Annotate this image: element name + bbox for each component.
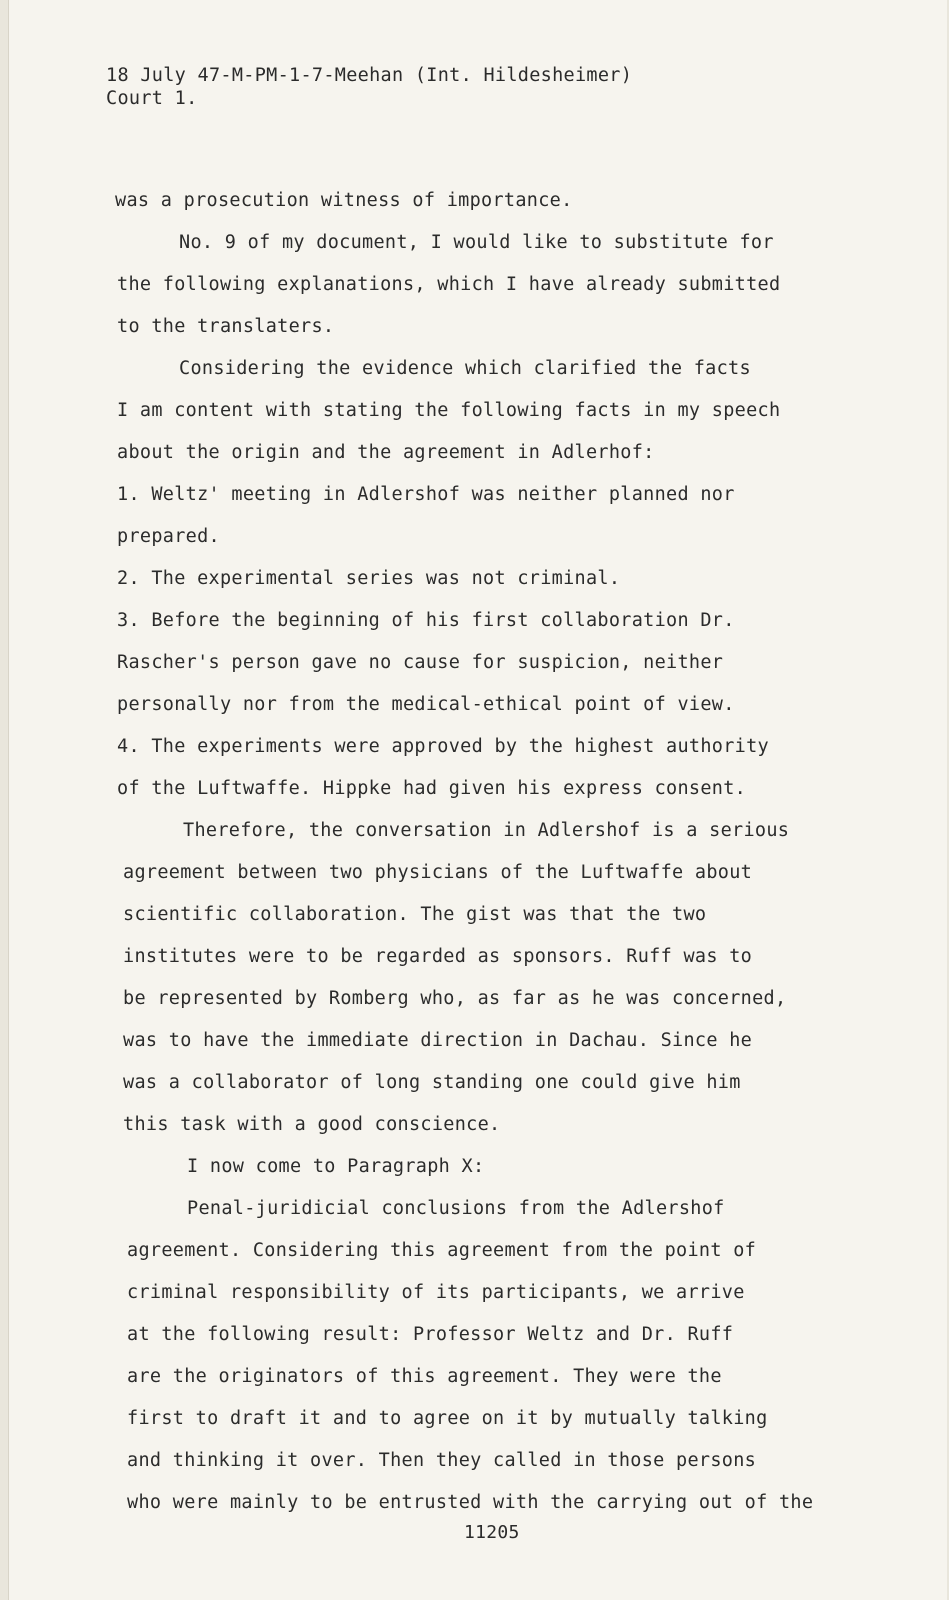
document-header bbox=[106, 64, 632, 110]
text-line: 3. Before the beginning of his first collaboration Dr. bbox=[117, 610, 735, 631]
text-line: agreement. Considering this agreement from the point of bbox=[127, 1240, 757, 1261]
text-line: Penal-juridicial conclusions from the Adlershof bbox=[187, 1198, 725, 1219]
text-line: agreement between two physicians of the Luftwaffe about bbox=[123, 862, 753, 883]
text-line: of the Luftwaffe. Hippke had given his express consent. bbox=[117, 778, 747, 799]
text-line: was a collaborator of long standing one could give him bbox=[123, 1072, 741, 1093]
text-line: was a prosecution witness of importance. bbox=[115, 190, 573, 211]
text-line: the following explanations, which I have already submitted bbox=[117, 274, 781, 295]
text-line: who were mainly to be entrusted with the carrying out of the bbox=[127, 1492, 814, 1513]
text-line: Considering the evidence which clarified the facts bbox=[179, 358, 751, 379]
text-line: this task with a good conscience. bbox=[123, 1114, 501, 1135]
text-line: criminal responsibility of its participants, we arrive bbox=[127, 1282, 745, 1303]
text-line: about the origin and the agreement in Adlerhof: bbox=[117, 442, 655, 463]
text-line: are the originators of this agreement. They were the bbox=[127, 1366, 722, 1387]
text-line: No. 9 of my document, I would like to substitute for bbox=[179, 232, 774, 253]
text-line: and thinking it over. Then they called in those persons bbox=[127, 1450, 757, 1471]
text-line: scientific collaboration. The gist was that the two bbox=[123, 904, 707, 925]
text-line: institutes were to be regarded as sponsors. Ruff was to bbox=[123, 946, 753, 967]
text-line: be represented by Romberg who, as far as he was concerned, bbox=[123, 988, 787, 1009]
page-number: 11205 bbox=[464, 1522, 520, 1543]
header-court-line: Court 1. bbox=[106, 88, 198, 109]
text-line: first to draft it and to agree on it by mutually talking bbox=[127, 1408, 768, 1429]
text-line: Rascher's person gave no cause for suspicion, neither bbox=[117, 652, 724, 673]
text-line: I now come to Paragraph X: bbox=[187, 1156, 485, 1177]
text-line: I am content with stating the following facts in my speech bbox=[117, 400, 781, 421]
text-line: 1. Weltz' meeting in Adlershof was neither planned nor bbox=[117, 484, 735, 505]
header-session-line: 18 July 47-M-PM-1-7-Meehan (Int. Hildesheimer) bbox=[106, 65, 633, 86]
text-line: 4. The experiments were approved by the highest authority bbox=[117, 736, 769, 757]
text-line: prepared. bbox=[117, 526, 220, 547]
text-line: at the following result: Professor Weltz and Dr. Ruff bbox=[127, 1324, 734, 1345]
document-page bbox=[8, 0, 947, 1600]
text-line: Therefore, the conversation in Adlershof is a serious bbox=[183, 820, 790, 841]
text-line: 2. The experimental series was not criminal. bbox=[117, 568, 621, 589]
text-line: personally nor from the medical-ethical point of view. bbox=[117, 694, 735, 715]
text-line: was to have the immediate direction in Dachau. Since he bbox=[123, 1030, 753, 1051]
text-line: to the translaters. bbox=[117, 316, 335, 337]
